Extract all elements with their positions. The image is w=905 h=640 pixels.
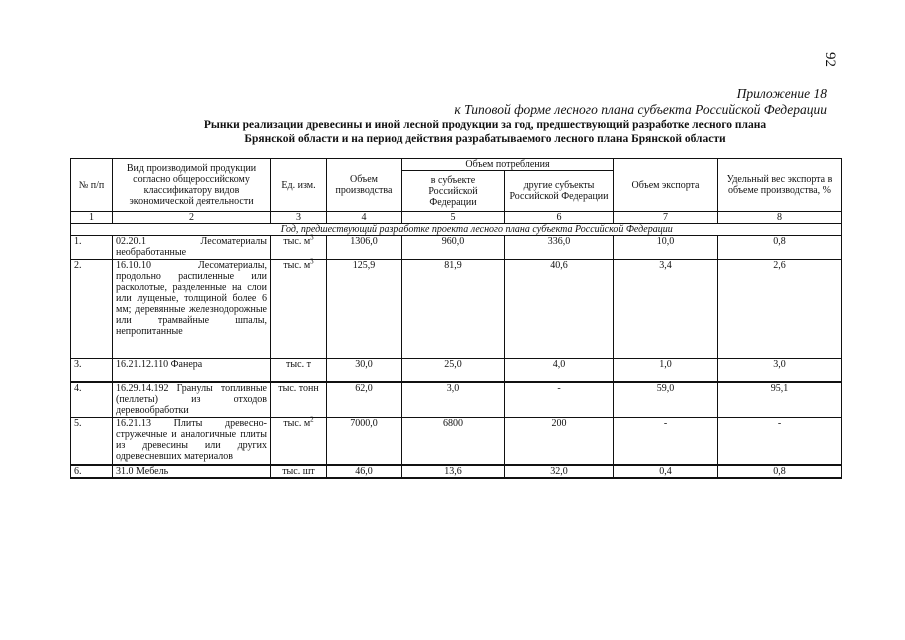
row-in-subject: 81,9	[402, 260, 505, 359]
row-export-share: -	[718, 418, 842, 465]
row-product: 16.21.13 Плиты древесно-стружечные и аналогичные плиты из древесины или других одревесневших материалов	[113, 418, 271, 465]
row-num: 4.	[71, 382, 113, 418]
row-in-subject: 6800	[402, 418, 505, 465]
row-unit: тыс. $м^2$	[271, 418, 327, 465]
column-numbers-row	[71, 212, 842, 224]
header-other-subjects: другие субъекты Российской Федерации	[505, 171, 614, 212]
row-other-subjects: 200	[505, 418, 614, 465]
row-export: 59,0	[614, 382, 718, 418]
row-unit: тыс. $м^3$	[271, 236, 327, 260]
appendix-line-2: к Типовой форме лесного плана субъекта Российской Федерации	[454, 102, 827, 117]
row-production: 125,9	[327, 260, 402, 359]
row-unit: тыс. тонн	[271, 382, 327, 418]
row-other-subjects: 4,0	[505, 359, 614, 382]
column-number: 6	[505, 212, 614, 224]
row-export-share: 95,1	[718, 382, 842, 418]
column-number: 7	[614, 212, 718, 224]
header-export-share: Удельный вес экспорта в объеме производства, %	[718, 159, 842, 212]
row-production: 62,0	[327, 382, 402, 418]
row-num: 3.	[71, 359, 113, 382]
column-number: 2	[113, 212, 271, 224]
row-num: 6.	[71, 465, 113, 478]
title-line-1: Рынки реализации древесины и иной лесной продукции за год, предшествующий разработке лесного плана	[203, 119, 767, 131]
row-num: 5.	[71, 418, 113, 465]
row-export-share: 3,0	[718, 359, 842, 382]
row-production: 30,0	[327, 359, 402, 382]
row-product: 31.0 Мебель	[113, 465, 271, 478]
row-export: 1,0	[614, 359, 718, 382]
column-number: 4	[327, 212, 402, 224]
row-product: 02.20.1 Лесоматериалы необработанные	[113, 236, 271, 260]
row-in-subject: 960,0	[402, 236, 505, 260]
appendix-note	[454, 86, 827, 118]
row-export: -	[614, 418, 718, 465]
title-line-2: Брянской области и на период действия разрабатываемого лесного плана Брянской области	[244, 133, 726, 145]
section-header: Год, предшествующий разработке проекта лесного плана субъекта Российской Федерации	[113, 224, 842, 236]
header-consumption: Объем потребления	[402, 159, 614, 171]
table-row	[71, 236, 842, 260]
row-in-subject: 3,0	[402, 382, 505, 418]
row-production: 7000,0	[327, 418, 402, 465]
row-unit: тыс. $м^3$	[271, 260, 327, 359]
table-row	[71, 418, 842, 465]
row-product: 16.10.10 Лесоматериалы, продольно распиленные или расколотые, разделенные на слои или лущеные, толщиной более 6 мм; деревянные железнодорожные или трамвайные шпалы, непропитанные	[113, 260, 271, 359]
document-title	[150, 118, 820, 146]
header-export: Объем экспорта	[614, 159, 718, 212]
row-other-subjects: 336,0	[505, 236, 614, 260]
row-product: 16.21.12.110 Фанера	[113, 359, 271, 382]
row-product: 16.29.14.192 Гранулы топливные (пеллеты) из отходов деревообработки	[113, 382, 271, 418]
table-row	[71, 382, 842, 418]
appendix-line-1: Приложение 18	[736, 86, 827, 101]
header-production: Объем производства	[327, 159, 402, 212]
row-in-subject: 13,6	[402, 465, 505, 478]
markets-table	[70, 158, 842, 479]
column-number: 1	[71, 212, 113, 224]
row-export: 10,0	[614, 236, 718, 260]
row-production: 46,0	[327, 465, 402, 478]
row-other-subjects: 40,6	[505, 260, 614, 359]
row-production: 1306,0	[327, 236, 402, 260]
table-row	[71, 465, 842, 478]
row-num: 1.	[71, 236, 113, 260]
column-number: 8	[718, 212, 842, 224]
row-unit: тыс. шт	[271, 465, 327, 478]
row-num: 2.	[71, 260, 113, 359]
column-number: 5	[402, 212, 505, 224]
row-export-share: 0,8	[718, 465, 842, 478]
column-number: 3	[271, 212, 327, 224]
row-export: 3,4	[614, 260, 718, 359]
header-product: Вид производимой продукции согласно общероссийскому классификатору видов экономической деятельности	[113, 159, 271, 212]
row-other-subjects: -	[505, 382, 614, 418]
row-in-subject: 25,0	[402, 359, 505, 382]
row-export-share: 2,6	[718, 260, 842, 359]
row-export: 0,4	[614, 465, 718, 478]
header-in-subject: в субъекте Российской Федерации	[402, 171, 505, 212]
row-export-share: 0,8	[718, 236, 842, 260]
row-unit: тыс. т	[271, 359, 327, 382]
table-row	[71, 260, 842, 359]
page-number: 92	[822, 52, 838, 67]
header-unit: Ед. изм.	[271, 159, 327, 212]
row-other-subjects: 32,0	[505, 465, 614, 478]
table-row	[71, 359, 842, 382]
header-num: № п/п	[71, 159, 113, 212]
